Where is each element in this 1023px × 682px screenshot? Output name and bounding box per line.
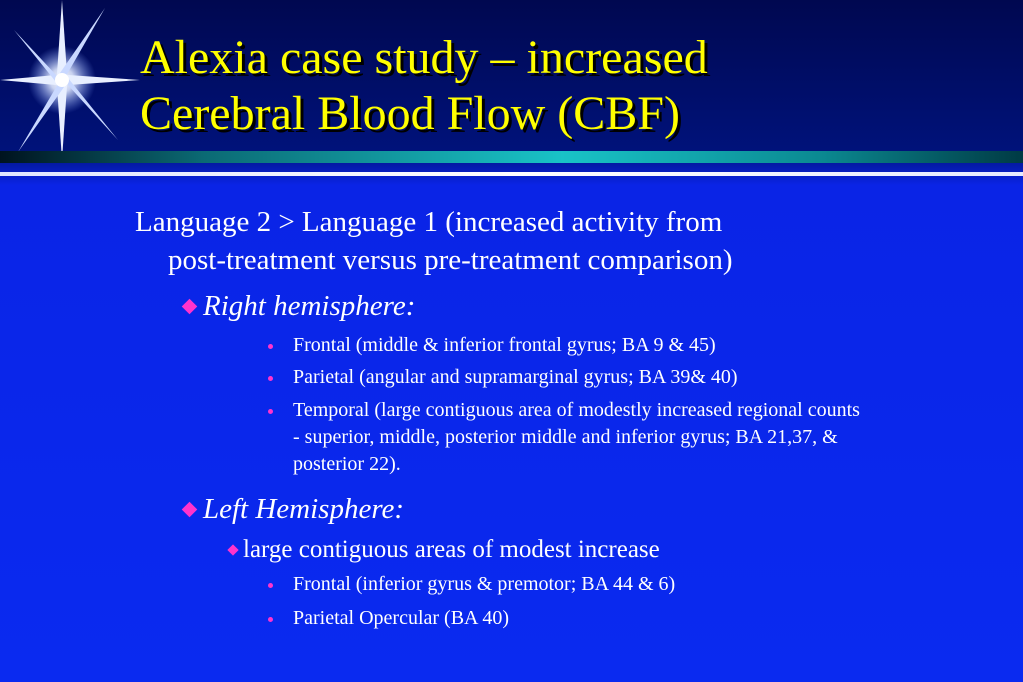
left-subitem-text: large contiguous areas of modest increase — [243, 536, 660, 563]
left-hemisphere-heading — [184, 492, 404, 526]
right-hemisphere-heading — [184, 289, 415, 323]
list-item-text: Frontal (inferior gyrus & premotor; BA 44 & 6) — [293, 573, 676, 595]
list-item-text: Parietal (angular and supramarginal gyrus; BA 39& 40) — [293, 366, 738, 388]
dot-bullet-icon — [268, 583, 273, 588]
left-hemisphere-label: Left Hemisphere: — [203, 493, 405, 525]
intro-bullet — [135, 203, 895, 279]
list-item-text: Parietal Opercular (BA 40) — [293, 607, 510, 629]
title-line-2: Cerebral Blood Flow (CBF) — [140, 87, 680, 140]
list-item-text: Temporal (large contiguous area of modestly increased regional counts - superior, middle, posterior middle and inferior gyrus; BA 21,37, & posterior 22). — [293, 399, 860, 475]
dot-bullet-icon — [268, 376, 273, 381]
list-item — [268, 332, 868, 359]
left-hemisphere-subitem — [229, 535, 660, 565]
list-item-text: Frontal (middle & inferior frontal gyrus; BA 9 & 45) — [293, 334, 716, 356]
intro-line-1: Language 2 > Language 1 (increased activity from — [135, 206, 723, 238]
list-item — [268, 397, 868, 478]
diamond-bullet-icon — [227, 544, 238, 555]
list-item — [268, 364, 868, 391]
intro-line-2: post-treatment versus pre-treatment comparison) — [168, 244, 733, 276]
right-hemisphere-label: Right hemisphere: — [203, 290, 416, 322]
diamond-bullet-icon — [182, 502, 198, 518]
list-item — [268, 571, 868, 598]
dot-bullet-icon — [268, 617, 273, 622]
dot-bullet-icon — [268, 409, 273, 414]
list-item — [268, 605, 868, 632]
diamond-bullet-icon — [182, 299, 198, 315]
dot-bullet-icon — [268, 344, 273, 349]
title-line-1: Alexia case study – increased — [140, 31, 708, 84]
